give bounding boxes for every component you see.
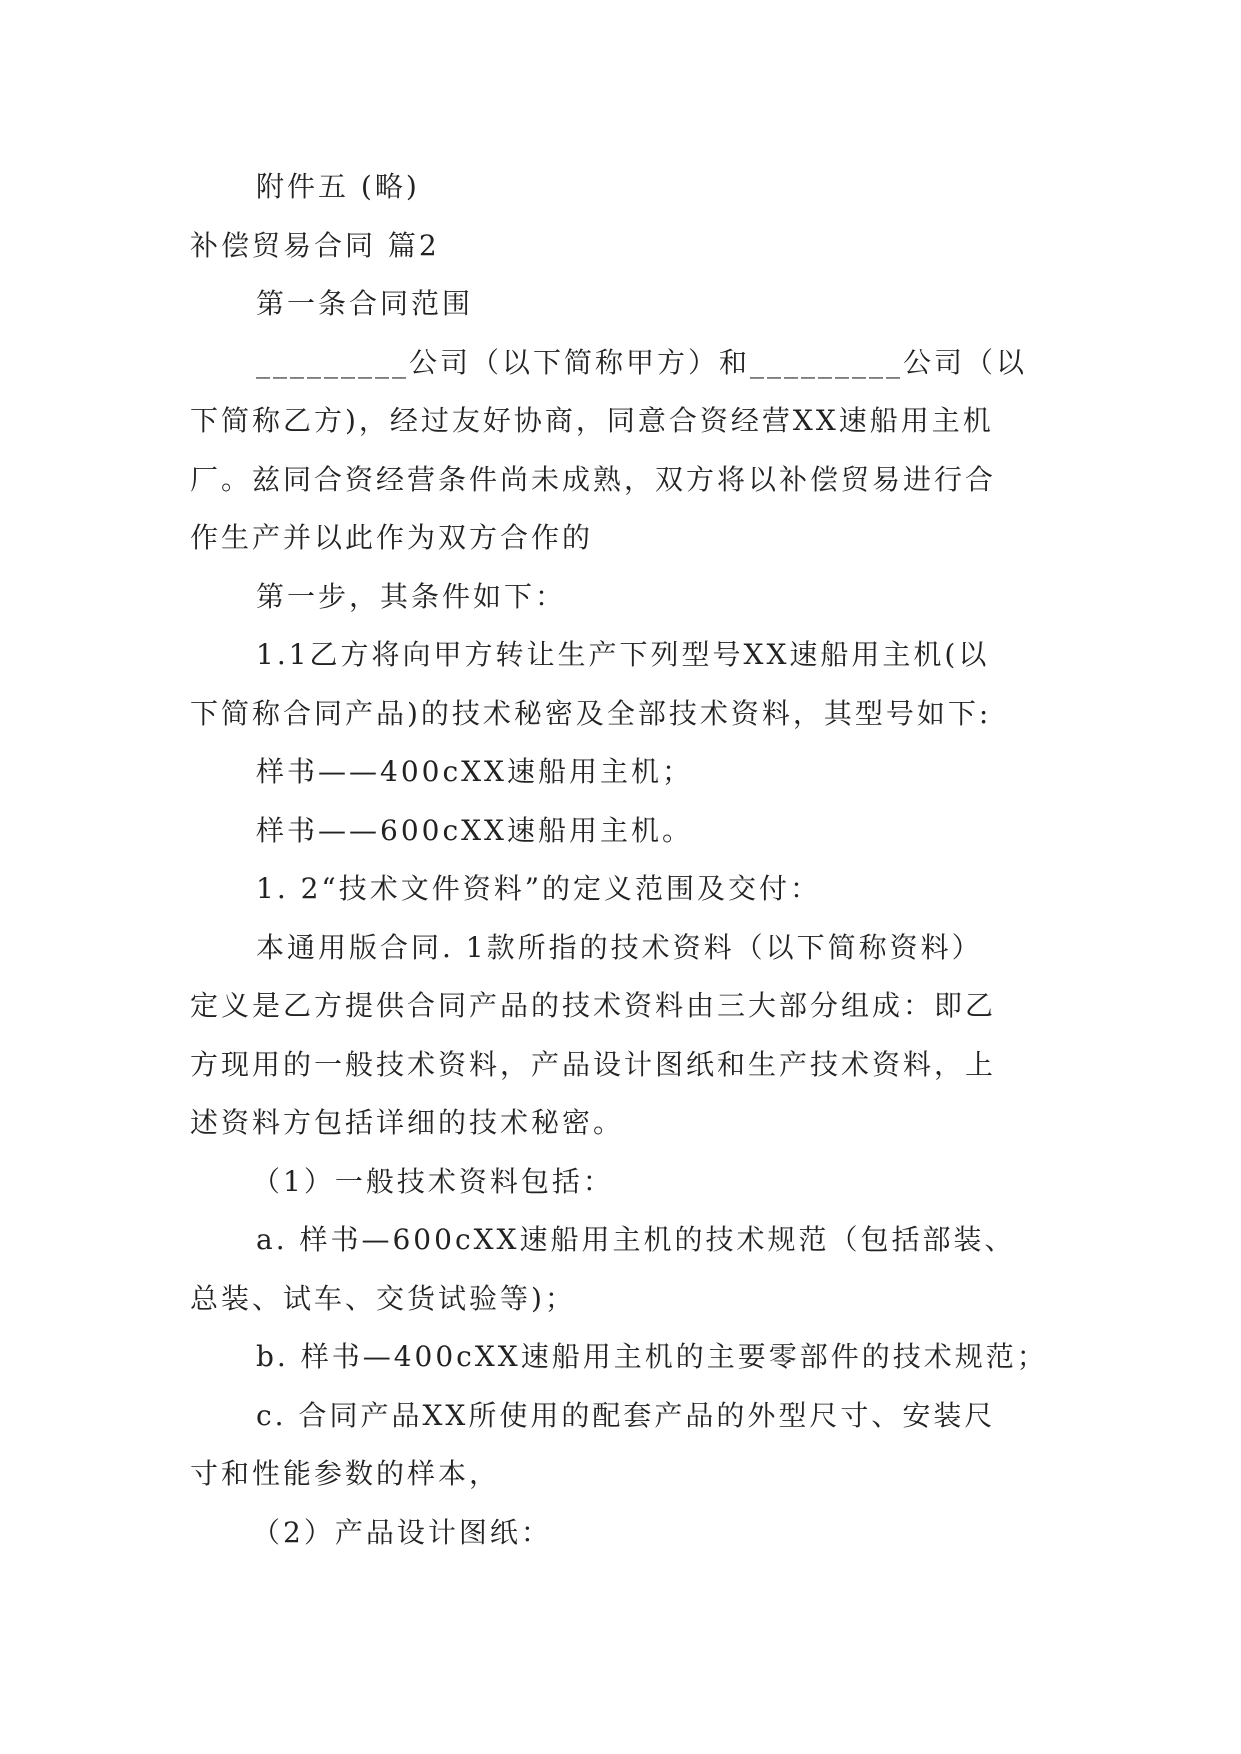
clause-1-1-line: 1.1乙方将向甲方转让生产下列型号XX速船用主机(以 — [256, 638, 990, 671]
list-item-c: c. 合同产品XX所使用的配套产品的外型尺寸、安装尺 — [256, 1398, 996, 1432]
paragraph-line: 厂。兹同合资经营条件尚未成熟，双方将以补偿贸易进行合 — [190, 462, 997, 496]
paragraph-line: 总装、试车、交货试验等)； — [190, 1281, 576, 1315]
paragraph-line: 下简称合同产品)的技术秘密及全部技术资料，其型号如下: — [190, 696, 992, 730]
paragraph-line: _________公司（以下简称甲方）和_________公司（以 — [256, 345, 1028, 379]
paragraph-line: 本通用版合同. 1款所指的技术资料（以下简称资料） — [256, 930, 983, 964]
model-item-600c: 样书——600cXX速船用主机。 — [256, 813, 693, 847]
paragraph-line: 寸和性能参数的样本， — [190, 1457, 501, 1490]
paragraph-line: 方现用的一般技术资料，产品设计图纸和生产技术资料，上 — [190, 1047, 997, 1081]
paragraph-line: 定义是乙方提供合同产品的技术资料由三大部分组成：即乙 — [190, 989, 997, 1022]
paragraph-line: 下简称乙方)，经过友好协商，同意合资经营XX速船用主机 — [190, 404, 994, 437]
paragraph-line: 第一步，其条件如下： — [256, 579, 567, 613]
list-item-b: b. 样书—400cXX速船用主机的主要零部件的技术规范； — [256, 1340, 1048, 1373]
appendix-five-line: 附件五 (略) — [256, 170, 420, 203]
paragraph-line: 作生产并以此作为双方合作的 — [190, 521, 594, 554]
paragraph-line: 述资料方包括详细的技术秘密。 — [190, 1106, 625, 1139]
clause-1-2-heading: 1. 2“技术文件资料”的定义范围及交付： — [256, 872, 822, 905]
document-body — [190, 158, 1056, 1562]
model-item-400c: 样书——400cXX速船用主机； — [256, 755, 693, 788]
article-one-heading: 第一条合同范围 — [256, 287, 474, 320]
general-data-heading: （1）一般技术资料包括： — [252, 1164, 614, 1198]
design-drawings-heading: （2）产品设计图纸： — [252, 1515, 552, 1549]
list-item-a: a. 样书—600cXX速船用主机的技术规范（包括部装、 — [256, 1223, 1016, 1256]
contract-title-part-2: 补偿贸易合同 篇2 — [190, 228, 440, 262]
